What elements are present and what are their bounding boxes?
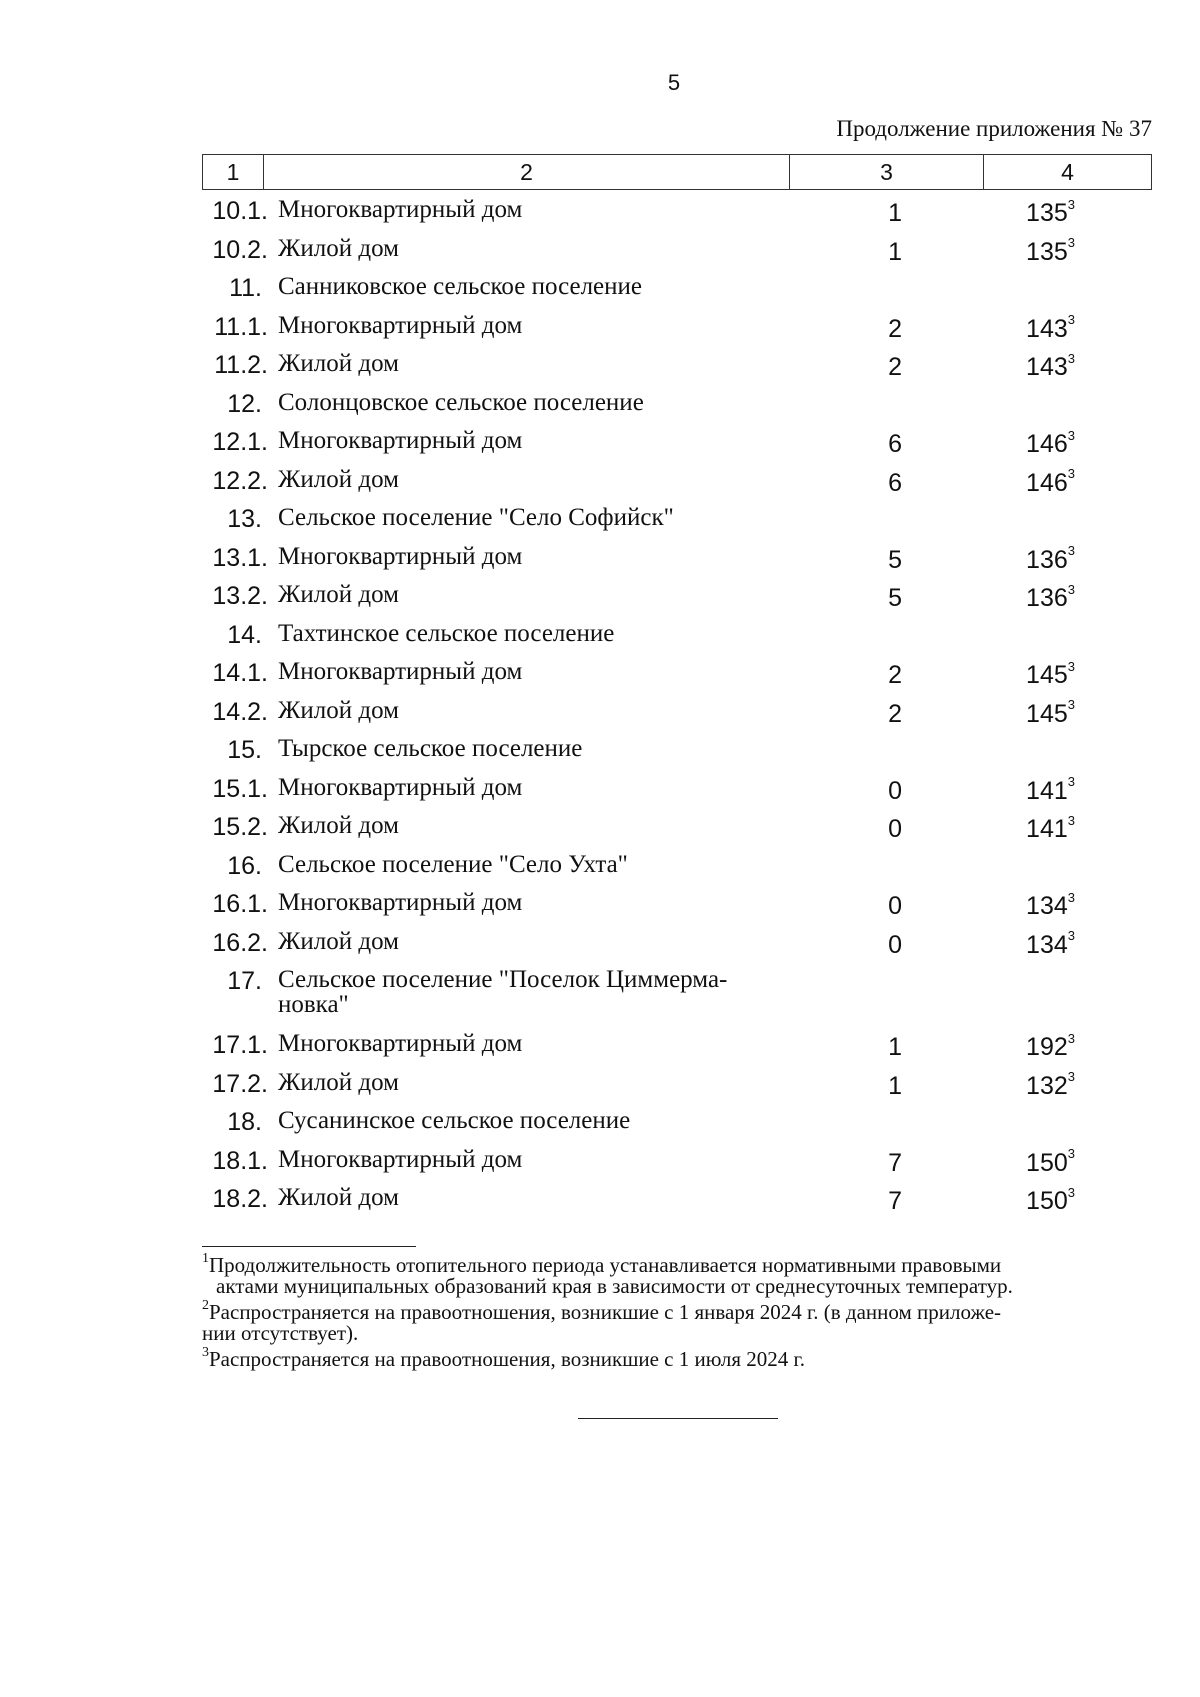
row-name: Многоквартирный дом	[278, 658, 523, 685]
footnote-text: Распространяется на правоотношения, возникшие с 1 июля 2024 г.	[209, 1347, 806, 1371]
row-col4-footnote-mark: 3	[1067, 312, 1075, 328]
row-col4-value	[902, 1031, 1075, 1062]
row-col4-value	[902, 852, 1075, 854]
row-col3-value	[796, 1108, 902, 1110]
table-section-row	[202, 621, 1152, 660]
row-col4-footnote-mark: 3	[1067, 1069, 1075, 1085]
row-number: 10.2.	[212, 235, 268, 264]
table-row	[202, 467, 1152, 506]
row-col4-footnote-mark: 3	[1067, 774, 1075, 790]
row-col3-value	[796, 852, 902, 854]
row-col3-value: 1	[888, 237, 902, 266]
row-col4-value	[902, 197, 1075, 228]
row-col4-value	[902, 313, 1075, 344]
row-col3-value: 0	[888, 815, 902, 843]
row-col3-value	[796, 736, 902, 738]
row-col3-value: 1	[888, 1033, 902, 1061]
row-name: Жилой дом	[278, 350, 399, 377]
row-name: Жилой дом	[278, 1068, 399, 1096]
footnote-separator	[202, 1246, 416, 1247]
row-col3-value	[796, 967, 902, 969]
row-col4-number: 136	[1026, 545, 1068, 574]
table-row	[202, 197, 1152, 236]
table-row	[202, 659, 1152, 698]
table-section-row	[202, 736, 1152, 775]
footnote-mark: 3	[202, 1345, 209, 1360]
page-number: 5	[667, 70, 681, 95]
row-col4-number: 192	[1026, 1033, 1068, 1061]
row-number: 12.	[227, 389, 262, 418]
table-row	[202, 698, 1152, 737]
row-col4-footnote-mark: 3	[1067, 889, 1075, 905]
row-col4-footnote-mark: 3	[1067, 1030, 1075, 1046]
footnote-3	[202, 1344, 1152, 1370]
row-col4-value	[902, 775, 1075, 806]
row-number: 16.2.	[212, 928, 268, 957]
row-number: 16.1.	[212, 890, 268, 918]
row-name: Сусанинское сельское поселение	[278, 1107, 631, 1134]
row-col3-value: 2	[888, 353, 902, 381]
row-col4-value	[902, 390, 1075, 392]
row-number: 17.	[227, 967, 262, 995]
row-name: Санниковское сельское поселение	[278, 273, 642, 300]
row-col4-value	[902, 351, 1075, 382]
row-col4-value	[902, 236, 1075, 267]
row-col3-value: 7	[888, 1187, 902, 1215]
footnotes	[202, 1250, 1152, 1370]
row-number: 15.2.	[212, 813, 268, 841]
row-number: 13.1.	[212, 543, 268, 572]
footnote-1	[202, 1250, 1152, 1297]
row-col4-footnote-mark: 3	[1067, 543, 1075, 559]
table-body	[202, 197, 1152, 1224]
row-col4-value	[902, 582, 1075, 613]
row-col4-value	[902, 428, 1075, 459]
row-name-line: Сельское поселение "Поселок Циммерма-	[278, 966, 728, 993]
row-name: Многоквартирный дом	[278, 427, 523, 454]
row-name: Сельское поселение "Село Ухта"	[278, 850, 628, 878]
row-col4-number: 146	[1026, 468, 1068, 497]
table-row	[202, 582, 1152, 621]
row-name	[270, 967, 796, 1017]
row-number: 18.	[227, 1108, 262, 1136]
row-number: 13.	[227, 505, 262, 533]
row-col3-value: 2	[888, 314, 902, 343]
row-name: Жилой дом	[278, 1184, 399, 1211]
row-col4-number: 145	[1026, 661, 1068, 689]
row-name: Жилой дом	[278, 234, 399, 262]
row-name: Многоквартирный дом	[278, 196, 523, 223]
row-name: Жилой дом	[278, 581, 399, 608]
row-col4-number: 143	[1026, 353, 1068, 381]
table-section-row	[202, 505, 1152, 544]
row-col3-value: 1	[888, 199, 902, 227]
row-col4-footnote-mark: 3	[1067, 1184, 1075, 1200]
row-col4-number: 134	[1026, 892, 1068, 920]
table-row	[202, 775, 1152, 814]
row-col4-footnote-mark: 3	[1067, 812, 1075, 828]
row-name: Солонцовское сельское поселение	[278, 388, 644, 416]
table-row	[202, 1031, 1152, 1070]
table-row	[202, 1070, 1152, 1109]
row-number: 17.1.	[212, 1031, 268, 1059]
row-col4-value	[902, 1147, 1075, 1178]
table-row	[202, 351, 1152, 390]
row-col4-value	[902, 813, 1075, 844]
row-col3-value	[796, 390, 902, 392]
row-col4-footnote-mark: 3	[1067, 427, 1075, 443]
table-row	[202, 1147, 1152, 1186]
row-col4-number: 136	[1026, 584, 1068, 612]
row-name: Жилой дом	[278, 812, 399, 839]
table-row	[202, 929, 1152, 968]
row-name: Жилой дом	[278, 927, 399, 955]
row-name: Многоквартирный дом	[278, 889, 523, 916]
row-number: 12.1.	[212, 428, 268, 456]
row-number: 15.1.	[212, 774, 268, 803]
footnote-2	[202, 1297, 1152, 1344]
row-number: 15.	[227, 736, 262, 764]
row-number: 11.	[229, 274, 262, 302]
row-col3-value: 6	[888, 468, 902, 497]
footnote-mark: 1	[202, 1251, 209, 1266]
row-name: Жилой дом	[278, 696, 399, 724]
header-col-4: 4	[1061, 158, 1074, 185]
row-col4-value	[902, 736, 1075, 738]
row-name: Тахтинское сельское поселение	[278, 619, 615, 647]
row-col4-number: 150	[1026, 1148, 1068, 1177]
row-col4-value	[902, 467, 1075, 498]
row-number: 18.2.	[212, 1185, 268, 1213]
row-col3-value: 1	[888, 1071, 902, 1100]
end-separator	[578, 1418, 778, 1419]
row-name: Многоквартирный дом	[278, 542, 523, 570]
row-col4-value	[902, 544, 1075, 575]
row-col4-value	[902, 967, 1075, 969]
table-header-row	[202, 154, 1152, 190]
footnote-text: Распространяется на правоотношения, возникшие с 1 января 2024 г. (в данном приложе-	[209, 1300, 1002, 1324]
footnote-text-cont: актами муниципальных образований края в зависимости от среднесуточных температур.	[216, 1274, 1013, 1298]
footnote-mark: 2	[202, 1298, 209, 1313]
row-col4-value	[902, 621, 1075, 623]
table-row	[202, 813, 1152, 852]
row-name: Многоквартирный дом	[278, 773, 523, 801]
row-name: Многоквартирный дом	[278, 1145, 523, 1173]
row-col3-value	[796, 274, 902, 276]
row-col4-footnote-mark: 3	[1067, 235, 1075, 251]
table-section-row	[202, 852, 1152, 891]
row-number: 14.1.	[212, 659, 268, 687]
row-name: Многоквартирный дом	[278, 1030, 523, 1057]
footnote-text: Продолжительность отопительного периода устанавливается нормативными правовыми	[209, 1253, 1002, 1277]
row-col4-number: 143	[1026, 314, 1068, 343]
row-col3-value: 0	[888, 930, 902, 959]
table-section-row	[202, 274, 1152, 313]
row-name: Многоквартирный дом	[278, 311, 523, 339]
row-number: 10.1.	[212, 197, 268, 225]
row-col4-number: 134	[1026, 930, 1068, 959]
table-row	[202, 428, 1152, 467]
row-number: 14.	[227, 620, 262, 649]
table-row	[202, 1185, 1152, 1224]
row-col4-footnote-mark: 3	[1067, 1146, 1075, 1162]
row-col3-value: 2	[888, 699, 902, 728]
header-col-3: 3	[790, 155, 984, 189]
row-col4-number: 145	[1026, 699, 1068, 728]
row-col4-value	[902, 659, 1075, 690]
footnote-text-cont: нии отсутствует).	[202, 1321, 359, 1345]
table-row	[202, 313, 1152, 352]
row-col4-footnote-mark: 3	[1067, 697, 1075, 713]
row-number: 17.2.	[212, 1069, 268, 1098]
row-number: 18.1.	[212, 1146, 268, 1175]
row-col4-value	[902, 274, 1075, 276]
row-col4-number: 135	[1026, 237, 1068, 266]
table-section-row	[202, 967, 1152, 1031]
row-col4-number: 135	[1026, 199, 1068, 227]
table-row	[202, 890, 1152, 929]
row-number: 12.2.	[212, 466, 268, 495]
row-col3-value: 0	[888, 776, 902, 805]
row-number: 13.2.	[212, 582, 268, 610]
row-name: Тырское сельское поселение	[278, 735, 583, 762]
table-section-row	[202, 1108, 1152, 1147]
row-col4-number: 132	[1026, 1071, 1068, 1100]
row-col4-number: 146	[1026, 430, 1068, 458]
row-col3-value: 0	[888, 892, 902, 920]
row-col4-value	[902, 698, 1075, 729]
row-col4-footnote-mark: 3	[1067, 928, 1075, 944]
row-col4-footnote-mark: 3	[1067, 658, 1075, 674]
row-col4-value	[902, 1070, 1075, 1101]
table-row	[202, 544, 1152, 583]
header-col-2: 2	[264, 155, 790, 189]
row-col3-value	[796, 505, 902, 507]
row-col3-value: 6	[888, 430, 902, 458]
row-col3-value: 5	[888, 584, 902, 612]
row-col4-value	[902, 505, 1075, 507]
row-col4-number: 150	[1026, 1187, 1068, 1215]
row-number: 11.2.	[214, 351, 268, 379]
row-col4-value	[902, 1185, 1075, 1216]
row-name-line: новка"	[278, 991, 349, 1018]
row-name: Жилой дом	[278, 465, 399, 493]
row-col4-value	[902, 929, 1075, 960]
row-col4-footnote-mark: 3	[1067, 350, 1075, 366]
header-col-1: 1	[203, 155, 264, 189]
row-col3-value: 7	[888, 1148, 902, 1177]
table-row	[202, 236, 1152, 275]
row-number: 16.	[227, 851, 262, 880]
row-col4-footnote-mark: 3	[1067, 466, 1075, 482]
row-col4-value	[902, 1108, 1075, 1110]
row-name: Сельское поселение "Село Софийск"	[278, 504, 674, 531]
continuation-caption: Продолжение приложения № 37	[836, 116, 1152, 141]
row-col4-footnote-mark: 3	[1067, 196, 1075, 212]
row-number: 11.1.	[214, 312, 268, 341]
table-section-row	[202, 390, 1152, 429]
row-col4-number: 141	[1026, 815, 1068, 843]
row-col3-value: 5	[888, 545, 902, 574]
row-col3-value	[796, 621, 902, 623]
row-col4-footnote-mark: 3	[1067, 581, 1075, 597]
row-col4-number: 141	[1026, 776, 1068, 805]
row-col3-value: 2	[888, 661, 902, 689]
row-col4-value	[902, 890, 1075, 921]
row-number: 14.2.	[212, 697, 268, 726]
